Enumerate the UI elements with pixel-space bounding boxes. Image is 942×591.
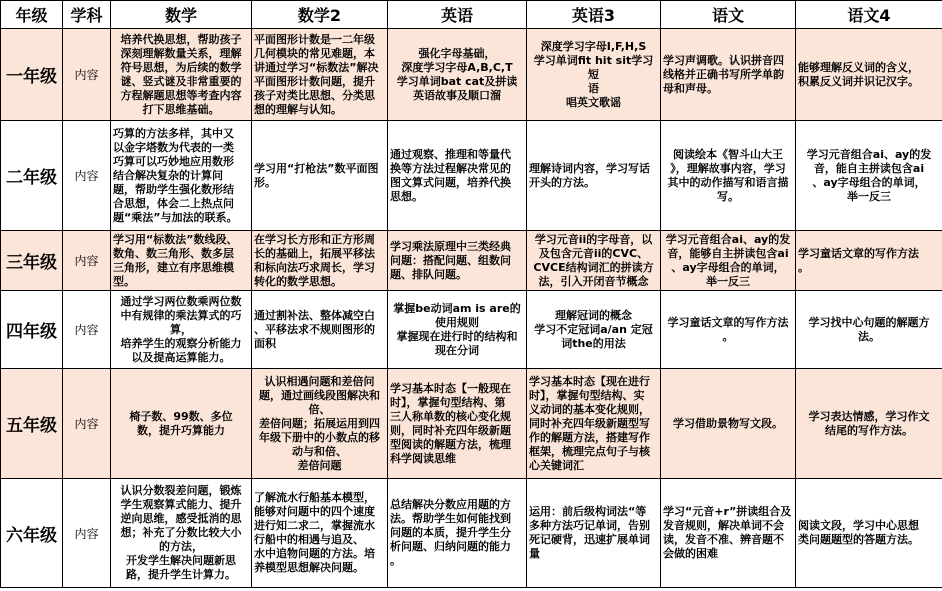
header-row xyxy=(1,1,942,29)
chinese4-cell: 学习找中心句题的解题方 法。 xyxy=(796,291,942,369)
subject-cell: 内容 xyxy=(63,291,111,369)
header-english: 英语 xyxy=(388,1,527,29)
subject-cell: 内容 xyxy=(63,121,111,231)
english3-cell: 学习元音ii的字母音，以 及包含元音ii的CVC、 CVCE结构词汇的拼读方 法，引入开闭音节概念 xyxy=(527,231,661,291)
english3-cell: 理解冠词的概念 学习不定冠词a/an 定冠 词the的用法 xyxy=(527,291,661,369)
english-cell: 通过观察、推理和等量代 换等方法过程解决常见的 图文算式问题，培养代换 思想。 xyxy=(388,121,527,231)
header-math2: 数学2 xyxy=(252,1,388,29)
math-cell: 通过学习两位数乘两位数 中有规律的乘法算式的巧 算， 培养学生的观察分析能力 以及提高运算能力。 xyxy=(111,291,252,369)
english3-cell: 深度学习字母I,F,H,S 学习单词fit hit sit学习短 语 唱英文歌谣 xyxy=(527,29,661,121)
math-cell: 培养代换思想，帮助孩子 深刻理解数量关系，理解 符号思想，为后续的数学 谜、竖式谜及非常重要的 方程解题思想等考查内容 打下思维基础。 xyxy=(111,29,252,121)
english-cell: 掌握be动词am is are的 使用规则 掌握现在进行时的结构和 现在分词 xyxy=(388,291,527,369)
table-row xyxy=(1,369,942,479)
math-cell: 学习用“标数法”数线段、 数角、数三角形、数多层 三角形，建立有序思维模 型。 xyxy=(111,231,252,291)
chinese-cell: 学习“元音+r”拼读组合及 发音规则，解决单词不会 读，发音不准、辨音题不 会做的困难 xyxy=(661,479,796,588)
english-cell: 学习基本时态【一般现在 时】，掌握句型结构、第 三人称单数的核心变化规 则，同时补充四年级新题 型阅读的解题方法，梳理 科学阅读思维 xyxy=(388,369,527,479)
chinese4-cell: 学习童话文章的写作方法 。 xyxy=(796,231,942,291)
math2-cell: 平面图形计数是一二年级 几何模块的常见难题，本 讲通过学习“标数法”解决 平面图形计数问题，提升 孩子对类比思想、分类思 想的理解与认知。 xyxy=(252,29,388,121)
math2-cell: 了解流水行船基本模型， 能够对问题中的四个速度 进行知二求二，掌握流水 行船中的相遇与追及、 水中追物问题的方法。培 养模型思想解决问题。 xyxy=(252,479,388,588)
grade-cell: 一年级 xyxy=(1,29,63,121)
math2-cell: 学习用“打枪法”数平面图 形。 xyxy=(252,121,388,231)
table-row xyxy=(1,479,942,588)
header-math: 数学 xyxy=(111,1,252,29)
chinese-cell: 学习童话文章的写作方法 。 xyxy=(661,291,796,369)
chinese4-cell: 阅读文段，学习中心思想 类问题题型的答题方法。 xyxy=(796,479,942,588)
header-english3: 英语3 xyxy=(527,1,661,29)
math-cell: 认识分数裂差问题，锻炼 学生观察算式能力、提升 逆向思维，感受抵消的思 想；补充了分数比较大小 的方法， 开发学生解决问题新思 路，提升学生计算力。 xyxy=(111,479,252,588)
chinese4-cell: 学习表达情感，学习作文 结尾的写作方法。 xyxy=(796,369,942,479)
subject-cell: 内容 xyxy=(63,479,111,588)
english-cell: 总结解决分数应用题的方 法。帮助学生如何能找到 问题的本质，提升学生分 析问题、归纳问题的能力 。 xyxy=(388,479,527,588)
chinese-cell: 学习借助景物写文段。 xyxy=(661,369,796,479)
grade-cell: 三年级 xyxy=(1,231,63,291)
header-chinese4: 语文4 xyxy=(796,1,942,29)
math2-cell: 通过割补法、整体减空白 、平移法求不规则图形的 面积 xyxy=(252,291,388,369)
english-cell: 学习乘法原理中三类经典 问题：搭配问题、组数问 题、排队问题。 xyxy=(388,231,527,291)
chinese4-cell: 学习元音组合ai、ay的发 音，能自主拼读包含ai 、ay字母组合的单词， 举一反三 xyxy=(796,121,942,231)
chinese-cell: 学习元音组合ai、ay的发 音，能够自主拼读包含ai 、ay字母组合的单词， 举一反三 xyxy=(661,231,796,291)
grade-cell: 二年级 xyxy=(1,121,63,231)
chinese4-cell: 能够理解反义词的含义， 积累反义词并识记汉字。 xyxy=(796,29,942,121)
english3-cell: 学习基本时态【现在进行 时】，掌握句型结构、实 义动词的基本变化规则， 同时补充四年级新题型写 作的解题方法，搭建写作 框架，梳理完点句子与核 心关键词汇 xyxy=(527,369,661,479)
chinese-cell: 学习声调歌。认识拼音四 线格并正确书写所学单韵 母和声母。 xyxy=(661,29,796,121)
math2-cell: 在学习长方形和正方形周 长的基础上，拓展平移法 和标向法巧求周长，学习 转化的数学思想。 xyxy=(252,231,388,291)
english3-cell: 运用：前后级构词法“等 多种方法巧记单词，告别 死记硬背，迅速扩展单词 量 xyxy=(527,479,661,588)
table-row xyxy=(1,121,942,231)
math-cell: 椅子数、99数、多位 数，提升巧算能力 xyxy=(111,369,252,479)
math2-cell: 认识相遇问题和差倍问 题，通过画线段图解决和 倍、 差倍问题；拓展运用到四 年级下册中的小数点的移 动与和倍、 差倍问题 xyxy=(252,369,388,479)
subject-cell: 内容 xyxy=(63,369,111,479)
grade-cell: 四年级 xyxy=(1,291,63,369)
grade-cell: 五年级 xyxy=(1,369,63,479)
chinese-cell: 阅读绘本《智斗山大王 》，理解故事内容，学习 其中的动作描写和语言描 写。 xyxy=(661,121,796,231)
table-row xyxy=(1,29,942,121)
subject-cell: 内容 xyxy=(63,231,111,291)
header-chinese: 语文 xyxy=(661,1,796,29)
english3-cell: 理解诗词内容，学习写话 开头的方法。 xyxy=(527,121,661,231)
table-row xyxy=(1,291,942,369)
table-row xyxy=(1,231,942,291)
english-cell: 强化字母基础， 深度学习字母A,B,C,T 学习单词bat cat及拼读 英语故事及顺口溜 xyxy=(388,29,527,121)
grade-cell: 六年级 xyxy=(1,479,63,588)
header-grade: 年级 xyxy=(1,1,63,29)
header-subject: 学科 xyxy=(63,1,111,29)
math-cell: 巧算的方法多样，其中又 以金字塔数为代表的一类 巧算可以巧妙地应用数形 结合解决复杂的计算问 题，帮助学生强化数形结 合思想，体会二上热点问 题“乘法”与加法的联系。 xyxy=(111,121,252,231)
subject-cell: 内容 xyxy=(63,29,111,121)
